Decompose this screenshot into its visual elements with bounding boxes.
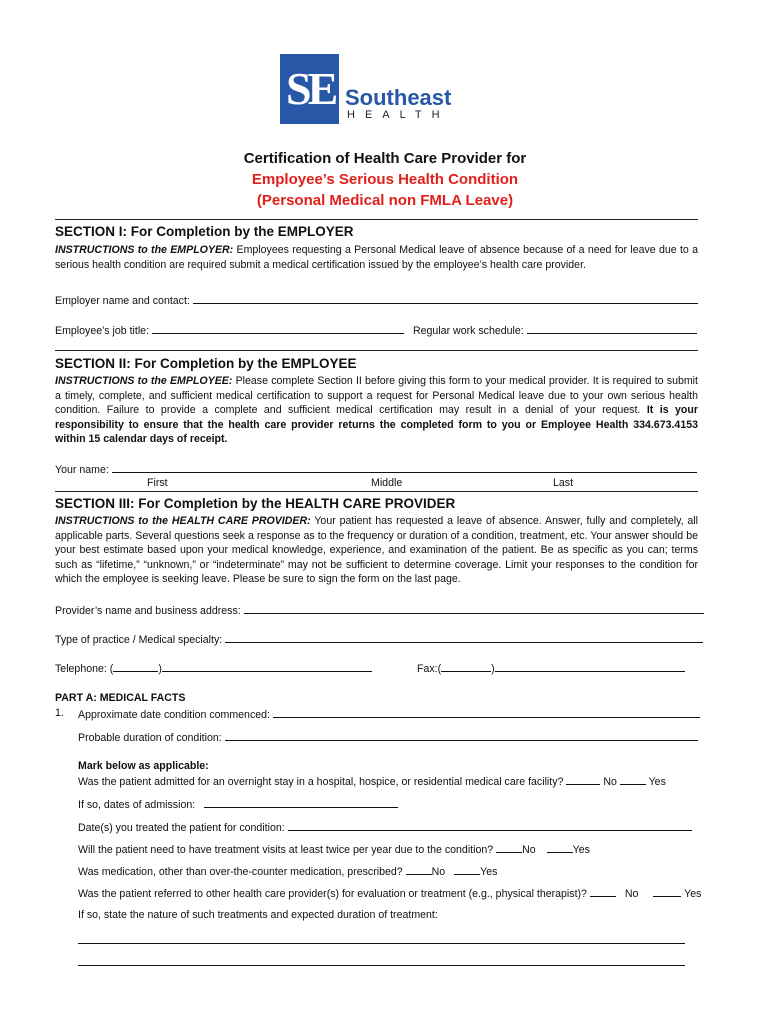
- visits-question: [78, 843, 590, 856]
- telephone-paren: ): [158, 663, 162, 675]
- telephone-label: Telephone: (: [55, 663, 114, 675]
- practice-field[interactable]: [55, 633, 703, 646]
- admission-dates-label: If so, dates of admission:: [78, 799, 196, 811]
- medication-label: Was medication, other than over-the-counter medication, prescribed?: [78, 866, 403, 878]
- form-title: Certification of Health Care Provider for: [243, 150, 527, 167]
- section2-instr-label: INSTRUCTIONS to the EMPLOYEE:: [55, 375, 233, 387]
- section1-instr-text: Employees requesting a Personal Medical leave of absence because of a need for leave due to a serious health condition are required submit a medical certification issued by the employee’s health care provider.: [55, 244, 698, 271]
- middle-name-caption: Middle: [371, 477, 403, 489]
- admitted-yes: Yes: [648, 776, 666, 788]
- section1-heading: SECTION I: For Completion by the EMPLOYER: [55, 224, 354, 239]
- section3-instructions: [55, 514, 698, 587]
- admitted-no-blank[interactable]: [566, 775, 600, 785]
- section2-heading: SECTION II: For Completion by the EMPLOYEE: [55, 356, 357, 371]
- section3-instr-text: Your patient has requested a leave of absence. Answer, fully and completely, all applicable parts. Several questions seek a response as to the frequency or duration of a condition, treatment, etc. Your answer should be your best estimate based upon your medical knowledge, experience, and examination of the patient. Be as specific as you can; terms such as “lifetime,” “unknown,” or “indeterminate” may not be sufficient to determine coverage. Limit your responses to the condition for which the employee is seeking leave. Please be sure to sign the form on the last page.: [55, 515, 698, 585]
- visits-yes: Yes: [572, 844, 590, 856]
- referred-yes: Yes: [684, 888, 702, 900]
- employee-name-field[interactable]: [55, 463, 697, 476]
- referred-label: Was the patient referred to other health care provider(s) for evaluation or treatment (e.g., physical therapist)?: [78, 888, 587, 900]
- first-name-caption: First: [147, 477, 168, 489]
- provider-name-line[interactable]: [244, 604, 704, 614]
- medication-yes: Yes: [480, 866, 498, 878]
- date-commenced-line[interactable]: [273, 708, 700, 718]
- admission-dates-field[interactable]: [78, 798, 398, 811]
- logo-name: Southeast: [345, 85, 452, 110]
- divider: [55, 491, 698, 492]
- job-title-label: Employee’s job title:: [55, 325, 150, 337]
- fax-paren: ): [491, 663, 495, 675]
- nature-answer-line-2[interactable]: [78, 965, 685, 966]
- admitted-question: [78, 775, 666, 788]
- admission-dates-line[interactable]: [204, 798, 398, 808]
- duration-field[interactable]: [78, 731, 698, 744]
- fax-label: Fax:(: [417, 663, 442, 675]
- section2-instructions: [55, 374, 698, 447]
- provider-name-field[interactable]: [55, 604, 704, 617]
- divider: [55, 350, 698, 351]
- medication-question: [78, 865, 497, 878]
- treated-dates-field[interactable]: [78, 821, 692, 834]
- last-name-caption: Last: [553, 477, 574, 489]
- telephone-field[interactable]: [55, 662, 372, 675]
- form-subtitle: Employee’s Serious Health Condition: [251, 171, 519, 188]
- practice-line[interactable]: [225, 633, 703, 643]
- section3-instr-label: INSTRUCTIONS to the HEALTH CARE PROVIDER:: [55, 515, 311, 527]
- visits-no-blank[interactable]: [496, 843, 522, 853]
- work-schedule-line[interactable]: [527, 324, 697, 334]
- section1-instr-label: INSTRUCTIONS to the EMPLOYER:: [55, 244, 234, 256]
- referred-question: [78, 887, 701, 900]
- date-commenced-label: Approximate date condition commenced:: [78, 709, 270, 721]
- form-subtitle-2: (Personal Medical non FMLA Leave): [256, 192, 514, 209]
- employee-name-line[interactable]: [112, 463, 697, 473]
- referred-no-blank[interactable]: [590, 887, 616, 897]
- referred-yes-blank[interactable]: [653, 887, 681, 897]
- duration-label: Probable duration of condition:: [78, 732, 222, 744]
- nature-answer-line-1[interactable]: [78, 943, 685, 944]
- nature-question: If so, state the nature of such treatments and expected duration of treatment:: [78, 909, 438, 921]
- admitted-label: Was the patient admitted for an overnight stay in a hospital, hospice, or residential medical care facility?: [78, 776, 564, 788]
- referred-no: No: [624, 888, 639, 900]
- mark-heading: Mark below as applicable:: [78, 760, 209, 772]
- part-a-heading: PART A: MEDICAL FACTS: [55, 692, 186, 704]
- visits-no: No: [522, 844, 536, 856]
- treated-dates-line[interactable]: [288, 821, 692, 831]
- fax-field[interactable]: [417, 662, 685, 675]
- medication-no: No: [431, 866, 446, 878]
- logo-subtitle: HEALTH: [347, 109, 450, 121]
- practice-label: Type of practice / Medical specialty:: [55, 634, 223, 646]
- job-title-field[interactable]: [55, 324, 404, 337]
- admitted-no: No: [603, 776, 617, 788]
- employer-name-field[interactable]: [55, 294, 698, 307]
- visits-yes-blank[interactable]: [547, 843, 573, 853]
- treated-dates-label: Date(s) you treated the patient for condition:: [78, 822, 285, 834]
- date-commenced-field[interactable]: [78, 708, 700, 721]
- telephone-number-line[interactable]: [162, 662, 372, 672]
- employee-name-label: Your name:: [55, 464, 109, 476]
- logo-monogram: SE: [286, 63, 335, 114]
- visits-label: Will the patient need to have treatment visits at least twice per year due to the condition?: [78, 844, 494, 856]
- divider: [55, 219, 698, 220]
- employer-name-line[interactable]: [193, 294, 698, 304]
- work-schedule-field[interactable]: [413, 324, 697, 337]
- section3-heading: SECTION III: For Completion by the HEALTH CARE PROVIDER: [55, 496, 456, 511]
- work-schedule-label: Regular work schedule:: [413, 325, 524, 337]
- section2-instr-text: Please complete Section II before giving this form to your medical provider. It is required to submit a timely, complete, and sufficient medical certification to support a request for Personal Medical leave due to your own serious health condition. Failure to provide a complete and sufficient medical certification may result in a denial of your request.: [55, 375, 698, 416]
- fax-area-code-line[interactable]: [441, 662, 491, 672]
- telephone-area-code-line[interactable]: [113, 662, 158, 672]
- item-number: 1.: [55, 707, 64, 719]
- job-title-line[interactable]: [152, 324, 404, 334]
- section2-instr-bold: It is your responsibility to ensure that the health care provider returns the completed form to you or Employee Health 334.673.4153 within 15 calendar days of receipt.: [55, 404, 699, 445]
- medication-no-blank[interactable]: [406, 865, 432, 875]
- admitted-yes-blank[interactable]: [620, 775, 646, 785]
- employer-name-label: Employer name and contact:: [55, 295, 190, 307]
- section1-instructions: [55, 243, 698, 272]
- fax-number-line[interactable]: [495, 662, 685, 672]
- duration-line[interactable]: [225, 731, 698, 741]
- medication-yes-blank[interactable]: [454, 865, 480, 875]
- provider-name-label: Provider’s name and business address:: [55, 605, 241, 617]
